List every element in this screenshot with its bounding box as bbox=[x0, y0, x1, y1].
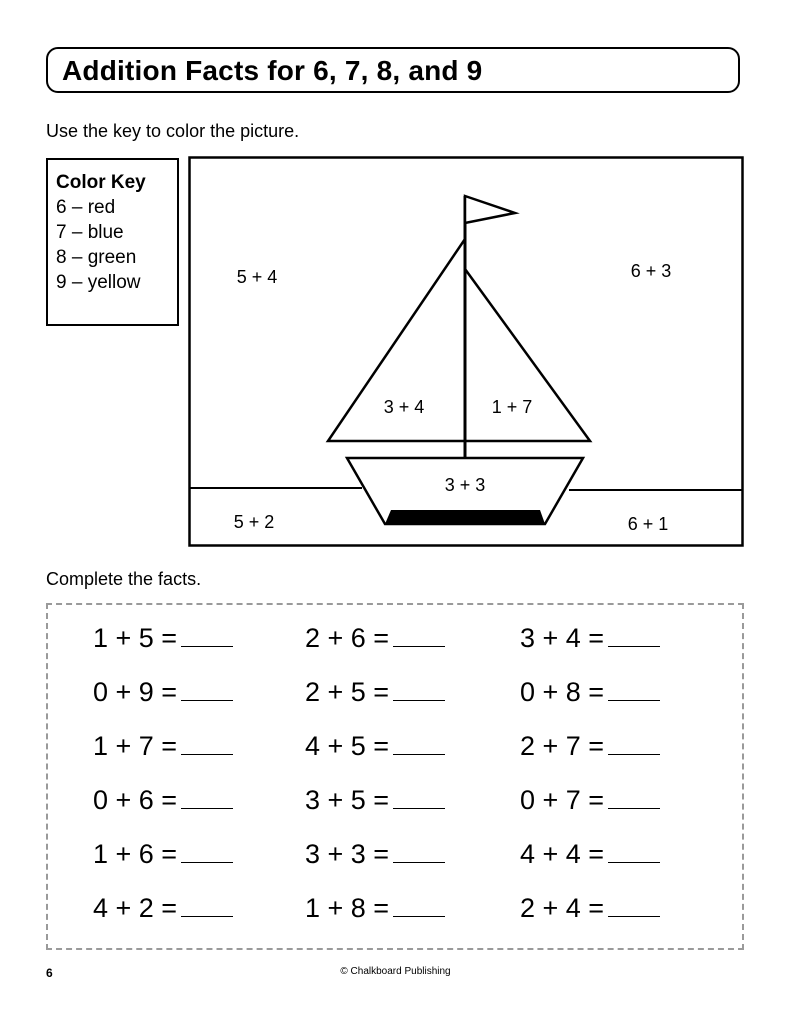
fact-item bbox=[520, 785, 660, 816]
answer-blank[interactable] bbox=[181, 678, 233, 701]
label-sail-right: 1 + 7 bbox=[491, 397, 533, 417]
fact-equation: 4 + 5 = bbox=[305, 731, 390, 761]
hull-stripe bbox=[385, 510, 545, 524]
fact-equation: 2 + 7 = bbox=[520, 731, 605, 761]
fact-item bbox=[93, 677, 233, 708]
label-hull: 3 + 3 bbox=[444, 475, 486, 495]
fact-equation: 3 + 4 = bbox=[520, 623, 605, 653]
page-title: Addition Facts for 6, 7, 8, and 9 bbox=[62, 55, 483, 86]
fact-equation: 0 + 8 = bbox=[520, 677, 605, 707]
answer-blank[interactable] bbox=[393, 786, 445, 809]
answer-blank[interactable] bbox=[608, 786, 660, 809]
answer-blank[interactable] bbox=[608, 840, 660, 863]
answer-blank[interactable] bbox=[181, 786, 233, 809]
fact-row bbox=[48, 677, 742, 717]
label-sail-left: 3 + 4 bbox=[383, 397, 425, 417]
fact-item bbox=[305, 839, 445, 870]
fact-item bbox=[93, 731, 233, 762]
sailboat-coloring-picture bbox=[188, 156, 744, 547]
label-sky-left: 5 + 4 bbox=[236, 267, 278, 287]
label-water-right: 6 + 1 bbox=[627, 514, 669, 534]
color-key-item-yellow: 9 – yellow bbox=[56, 272, 141, 293]
fact-equation: 0 + 9 = bbox=[93, 677, 178, 707]
answer-blank[interactable] bbox=[181, 840, 233, 863]
fact-row bbox=[48, 893, 742, 933]
fact-equation: 3 + 3 = bbox=[305, 839, 390, 869]
color-key-item-red: 6 – red bbox=[56, 197, 116, 218]
fact-row bbox=[48, 623, 742, 663]
answer-blank[interactable] bbox=[393, 624, 445, 647]
facts-box bbox=[46, 603, 744, 950]
fact-item bbox=[93, 893, 233, 924]
color-key-heading: Color Key bbox=[56, 172, 146, 193]
fact-row bbox=[48, 785, 742, 825]
title-banner bbox=[46, 47, 740, 93]
fact-equation: 1 + 7 = bbox=[93, 731, 178, 761]
facts-instruction: Complete the facts. bbox=[46, 569, 202, 589]
fact-equation: 0 + 6 = bbox=[93, 785, 178, 815]
answer-blank[interactable] bbox=[608, 624, 660, 647]
fact-equation: 4 + 2 = bbox=[93, 893, 178, 923]
fact-item bbox=[520, 731, 660, 762]
page-number: 6 bbox=[46, 966, 53, 980]
publisher-credit: © Chalkboard Publishing bbox=[340, 966, 451, 977]
fact-equation: 2 + 5 = bbox=[305, 677, 390, 707]
fact-row bbox=[48, 731, 742, 771]
fact-item bbox=[93, 623, 233, 654]
color-key-item-green: 8 – green bbox=[56, 247, 137, 268]
fact-equation: 1 + 6 = bbox=[93, 839, 178, 869]
fact-item bbox=[93, 839, 233, 870]
answer-blank[interactable] bbox=[181, 894, 233, 917]
answer-blank[interactable] bbox=[608, 732, 660, 755]
answer-blank[interactable] bbox=[181, 732, 233, 755]
label-water-left: 5 + 2 bbox=[233, 512, 275, 532]
fact-item bbox=[305, 677, 445, 708]
answer-blank[interactable] bbox=[393, 894, 445, 917]
answer-blank[interactable] bbox=[393, 840, 445, 863]
fact-equation: 1 + 5 = bbox=[93, 623, 178, 653]
answer-blank[interactable] bbox=[393, 678, 445, 701]
fact-equation: 0 + 7 = bbox=[520, 785, 605, 815]
fact-item bbox=[305, 893, 445, 924]
fact-item bbox=[520, 839, 660, 870]
fact-item bbox=[520, 677, 660, 708]
fact-equation: 2 + 6 = bbox=[305, 623, 390, 653]
fact-equation: 4 + 4 = bbox=[520, 839, 605, 869]
fact-equation: 2 + 4 = bbox=[520, 893, 605, 923]
fact-item bbox=[305, 731, 445, 762]
answer-blank[interactable] bbox=[181, 624, 233, 647]
color-key-box bbox=[46, 158, 179, 326]
answer-blank[interactable] bbox=[393, 732, 445, 755]
label-sky-right: 6 + 3 bbox=[630, 261, 672, 281]
fact-item bbox=[305, 785, 445, 816]
fact-equation: 3 + 5 = bbox=[305, 785, 390, 815]
answer-blank[interactable] bbox=[608, 678, 660, 701]
color-instruction: Use the key to color the picture. bbox=[46, 121, 300, 141]
color-key-item-blue: 7 – blue bbox=[56, 222, 124, 243]
fact-row bbox=[48, 839, 742, 879]
fact-item bbox=[520, 893, 660, 924]
fact-item bbox=[93, 785, 233, 816]
fact-item bbox=[520, 623, 660, 654]
fact-equation: 1 + 8 = bbox=[305, 893, 390, 923]
answer-blank[interactable] bbox=[608, 894, 660, 917]
fact-item bbox=[305, 623, 445, 654]
